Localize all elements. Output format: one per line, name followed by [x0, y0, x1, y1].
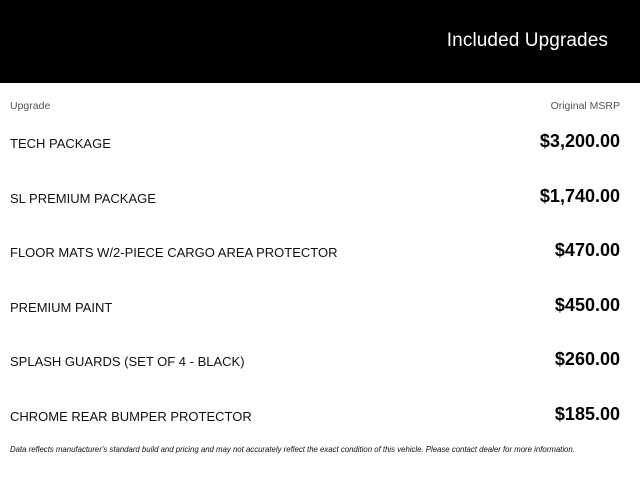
list-item — [0, 171, 640, 226]
upgrade-name: SL PREMIUM PACKAGE — [10, 190, 156, 206]
list-item — [0, 116, 640, 171]
list-item — [0, 225, 640, 280]
header-bar — [0, 0, 640, 83]
list-item — [0, 389, 640, 444]
page-title: Included Upgrades — [446, 30, 608, 51]
upgrade-price: $185.00 — [554, 403, 620, 424]
list-item — [0, 280, 640, 335]
disclaimer-text: Data reflects manufacturer's standard build and pricing and may not accurately reflect the exact condition of this vehicle. Please contact dealer for more information. — [10, 445, 575, 454]
upgrade-name: CHROME REAR BUMPER PROTECTOR — [10, 408, 252, 424]
upgrades-list — [0, 116, 640, 443]
upgrade-price: $3,200.00 — [539, 131, 620, 151]
upgrade-price: $450.00 — [554, 294, 620, 315]
upgrade-price: $470.00 — [554, 240, 620, 260]
upgrade-name: FLOOR MATS W/2-PIECE CARGO AREA PROTECTOR — [10, 245, 338, 260]
list-item — [0, 334, 640, 389]
column-header-msrp: Original MSRP — [550, 100, 620, 112]
upgrade-price: $260.00 — [554, 349, 620, 369]
upgrade-name: PREMIUM PAINT — [10, 299, 113, 315]
column-header-upgrade: Upgrade — [10, 100, 51, 112]
upgrade-name: SPLASH GUARDS (SET OF 4 - BLACK) — [10, 354, 245, 369]
upgrade-name: TECH PACKAGE — [10, 136, 111, 151]
upgrade-price: $1,740.00 — [539, 185, 620, 206]
